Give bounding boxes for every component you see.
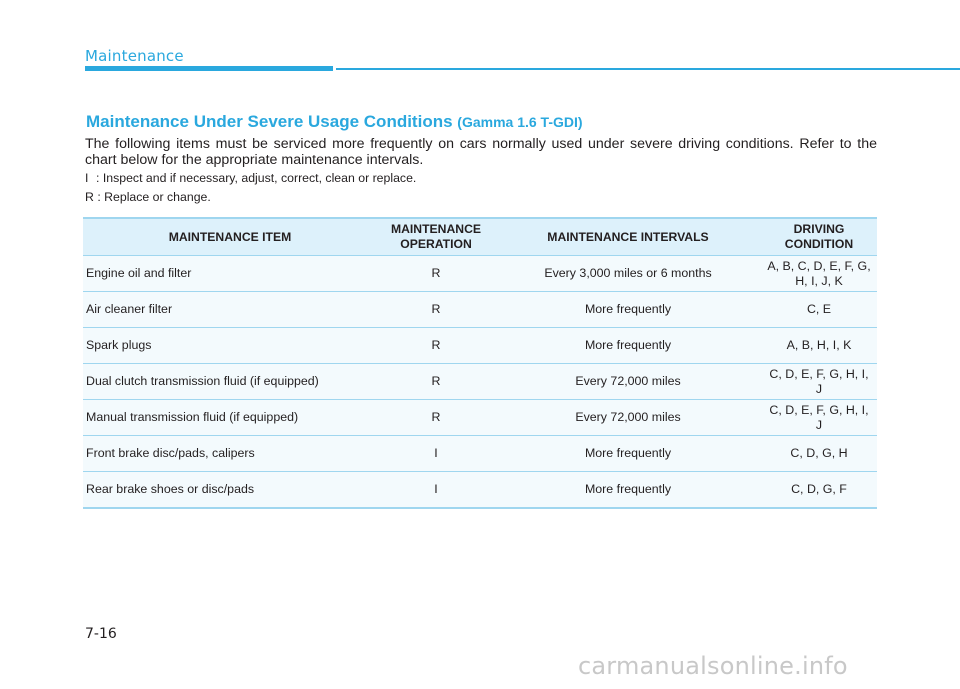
cell-item: Dual clutch transmission fluid (if equipped)	[83, 364, 377, 400]
cell-condition: C, D, G, F	[761, 472, 877, 509]
cell-condition: C, D, G, H	[761, 436, 877, 472]
table-row	[83, 328, 877, 364]
header-maintenance-item: MAINTENANCE ITEM	[83, 218, 377, 256]
header-maintenance-operation: MAINTENANCE OPERATION	[377, 218, 495, 256]
cell-item: Rear brake shoes or disc/pads	[83, 472, 377, 509]
cell-operation: I	[377, 472, 495, 509]
maintenance-table	[83, 217, 877, 509]
cell-interval: More frequently	[495, 328, 761, 364]
table-row	[83, 256, 877, 292]
page-title-main: Maintenance Under Severe Usage Conditions	[86, 112, 453, 131]
header-maintenance-intervals: MAINTENANCE INTERVALS	[495, 218, 761, 256]
section-label: Maintenance	[85, 47, 184, 65]
header-rule-thick	[85, 66, 333, 71]
table-row	[83, 472, 877, 509]
cell-condition: C, D, E, F, G, H, I, J	[761, 400, 877, 436]
page-number: 7-16	[85, 626, 117, 642]
cell-interval: Every 72,000 miles	[495, 364, 761, 400]
cell-interval: More frequently	[495, 472, 761, 509]
cell-operation: R	[377, 364, 495, 400]
legend-inspect	[85, 171, 416, 185]
header-rule-thin	[336, 68, 960, 70]
page-title	[86, 112, 583, 132]
legend-inspect-text: : Inspect and if necessary, adjust, correct, clean or replace.	[96, 171, 417, 185]
cell-item: Air cleaner filter	[83, 292, 377, 328]
cell-interval: Every 72,000 miles	[495, 400, 761, 436]
cell-item: Front brake disc/pads, calipers	[83, 436, 377, 472]
cell-item: Manual transmission fluid (if equipped)	[83, 400, 377, 436]
cell-operation: R	[377, 292, 495, 328]
cell-operation: R	[377, 400, 495, 436]
cell-item: Engine oil and filter	[83, 256, 377, 292]
legend-replace-text: : Replace or change.	[97, 190, 211, 204]
table-row	[83, 400, 877, 436]
legend-replace-key: R	[85, 190, 94, 204]
cell-operation: I	[377, 436, 495, 472]
table-row	[83, 436, 877, 472]
cell-condition: A, B, C, D, E, F, G, H, I, J, K	[761, 256, 877, 292]
table-row	[83, 364, 877, 400]
cell-condition: A, B, H, I, K	[761, 328, 877, 364]
table-header-row	[83, 218, 877, 256]
cell-interval: Every 3,000 miles or 6 months	[495, 256, 761, 292]
cell-condition: C, E	[761, 292, 877, 328]
page-title-sub: (Gamma 1.6 T-GDI)	[457, 114, 583, 130]
cell-interval: More frequently	[495, 436, 761, 472]
header-driving-condition: DRIVING CONDITION	[761, 218, 877, 256]
table-row	[83, 292, 877, 328]
cell-interval: More frequently	[495, 292, 761, 328]
cell-operation: R	[377, 256, 495, 292]
cell-operation: R	[377, 328, 495, 364]
watermark: carmanualsonline.info	[578, 652, 848, 680]
cell-condition: C, D, E, F, G, H, I, J	[761, 364, 877, 400]
legend-replace	[85, 190, 211, 204]
cell-item: Spark plugs	[83, 328, 377, 364]
intro-paragraph: The following items must be serviced more frequently on cars normally used under severe driving conditions. Refer to the chart below for the appropriate maintenance intervals.	[85, 136, 877, 168]
legend-inspect-key: I	[85, 171, 89, 185]
